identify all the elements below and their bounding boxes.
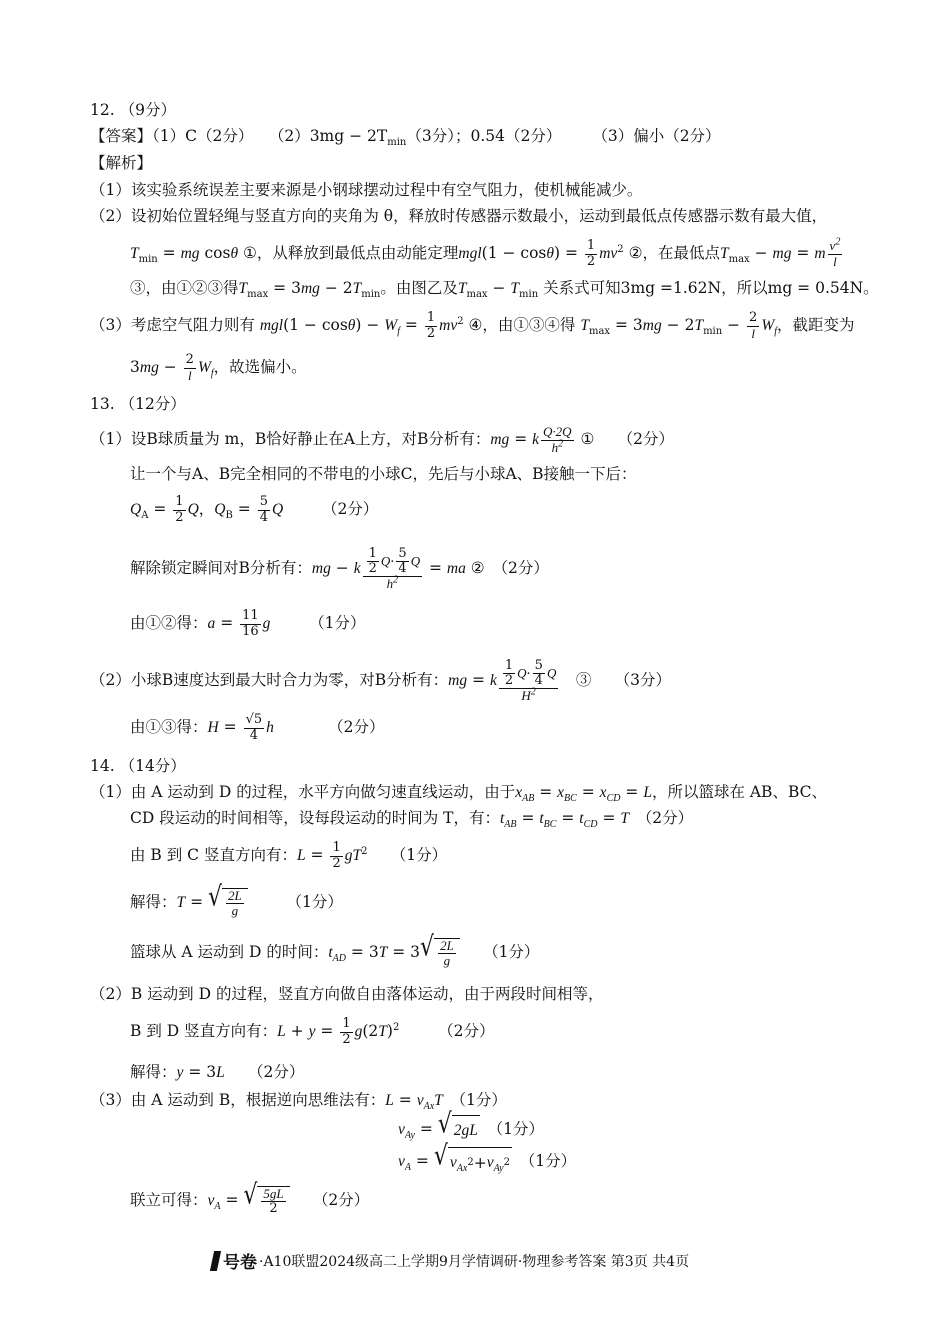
q12-val2: mg = 0.54N。: [767, 279, 879, 297]
q14-part1-line5: 篮球从 A 运动到 D 的时间：$t_{AD} = 3T = 3$ √ $\frac{2L}{g}$ （1分）: [130, 931, 540, 968]
q14-p1e-score: （1分）: [490, 943, 540, 961]
q12-p2c-c: 关系式可知: [543, 279, 621, 297]
q14-p1d-score: （1分）: [294, 893, 343, 911]
q12-p2c-b: 。由图乙及: [380, 279, 458, 297]
q14-p3b-score: （1分）: [495, 1120, 545, 1138]
q14-part2: （2）B 运动到 D 的过程，竖直方向做自由落体运动，由于两段时间相等，: [90, 985, 604, 1003]
page-footer: [212, 1248, 689, 1273]
q14-p1c-text: 由 B 到 C 竖直方向有：: [130, 846, 297, 864]
q14-p3d-score: （2分）: [320, 1191, 370, 1209]
q14-p2c-score: （2分）: [255, 1063, 305, 1081]
q12-part2-line2: $T_{min}$ = mg cosθ ①，从释放到最低点由动能定理mgl(1 − cosθ) = $\frac{1}{2}$ $mv^2$ ②，在最低点$T_{max}$ − mg = m $\frac{v^2}{l}$: [130, 236, 841, 269]
q14-part1-line4: 解得：T = √ $\frac{2L}{g}$ （1分）: [130, 881, 343, 918]
q14-p1b-a: CD 段运动的时间相等，设每段运动的时间为 T，有：: [130, 809, 500, 827]
q14-p1-a: （1）由 A 运动到 D 的过程，水平方向做匀速直线运动，由于: [90, 783, 516, 801]
q14-p3d-text: 联立可得：: [130, 1191, 208, 1209]
q12-p2c-d: ，所以: [721, 279, 768, 297]
q14-p1b-score: （2分）: [644, 809, 694, 827]
q14-p3c-score: （1分）: [527, 1152, 577, 1170]
q13-p2b-score: （2分）: [335, 718, 385, 736]
q14-part1-line2: CD 段运动的时间相等，设每段运动的时间为 T，有：$t_{AB} = t_{BC} = t_{CD} = T$ （2分）: [130, 809, 694, 831]
q13-part1-line5: 由①②得：a = $\frac{11}{16}$ g （1分）: [130, 608, 366, 639]
q14-part3-line3: $v_A$ = √ $v_{Ax}$ 2 + $v_{Ay}$ 2 （1分）: [398, 1146, 576, 1178]
q13-header: 13. （12分）: [90, 395, 186, 413]
q13-p2-score: （3分）: [622, 671, 671, 689]
q13-p2-text: （2）小球B速度达到最大时合力为零，对B分析有：: [90, 671, 449, 689]
q14-part2-line3: 解得：y = 3L （2分）: [130, 1063, 305, 1081]
q12-header: 12. （9分）: [90, 101, 176, 119]
q14-p1-b: ，所以篮球在 AB、BC、: [651, 783, 827, 801]
q13-part1-line3: $Q_A$ = $\frac{1}{2}$ Q，$Q_B$ = $\frac{5}{4}$ Q （2分）: [130, 494, 379, 525]
q14-p1d-text: 解得：: [130, 893, 177, 911]
q12-part1: （1）该实验系统误差主要来源是小钢球摆动过程中有空气阻力，使机械能减少。: [90, 181, 643, 199]
q14-part3: （3）由 A 运动到 B，根据逆向思维法有：$L = v_{Ax}T$ （1分）: [90, 1091, 507, 1113]
q13-p1c-score: （2分）: [329, 500, 379, 518]
logo-mark-icon: [210, 1251, 221, 1271]
q13-part1: （1）设B球质量为 m，B恰好静止在A上方，对B分析有：mg = k $\frac{Q\cdot 2Q}{h^2}$ ① （2分）: [90, 424, 675, 455]
q12-p3-a: （3）考虑空气阻力则有: [90, 316, 255, 334]
q12-p3d-tail: ，故选偏小。: [213, 358, 307, 376]
q12-p3-b: ④，由①③④得: [468, 316, 576, 334]
q12-answer-text: 【答案】（1）C（2分） （2）3mg − 2T: [90, 127, 388, 145]
q14-part1: （1）由 A 运动到 D 的过程，水平方向做匀速直线运动，由于$x_{AB} = x_{BC} = x_{CD} = L$，所以篮球在 AB、BC、: [90, 783, 827, 805]
q13-p1-score: （2分）: [625, 430, 675, 448]
q13-p1e-text: 由①②得：: [130, 614, 208, 632]
q14-p3-score: （1分）: [458, 1091, 507, 1109]
q12-p3-c: ，截距变为: [777, 316, 855, 334]
q13-p1d-text: 解除锁定瞬间对B分析有：: [130, 559, 312, 577]
q14-header: 14. （14分）: [90, 757, 186, 775]
q12-p2b-text: ，从释放到最低点由动能定理: [256, 244, 459, 262]
q13-p1-text: （1）设B球质量为 m，B恰好静止在A上方，对B分析有：: [90, 430, 491, 448]
q12-p2b-tail: ，在最低点: [642, 244, 720, 262]
q12-val1: 3mg =1.62N: [620, 279, 722, 297]
q12-part3-line2: 3mg − $\frac{2}{l}$ $W_f$，故选偏小。: [130, 352, 307, 383]
q12-answer-tail: （3分）；0.54（2分） （3）偏小（2分）: [406, 127, 721, 145]
q12-part3: （3）考虑空气阻力则有 $mgl(1 - \cos\theta) - W_f$ = $\frac{1}{2}$ $mv^2$ ④，由①③④得 $T_{max} = 3mg - 2T_{min}$ − $\frac{2}{l}$ $W_f$，截距变为: [90, 310, 855, 341]
q14-p1c-score: （1分）: [398, 846, 448, 864]
q12-p2c-a: ③，由①②③得: [130, 279, 239, 297]
q12-answer: [90, 126, 721, 149]
q13-part2-line2: 由①③得：H = $\frac{√5}{4}$ h （2分）: [130, 712, 385, 743]
q14-p2c-text: 解得：: [130, 1063, 177, 1081]
q14-p3-text: （3）由 A 运动到 B，根据逆向思维法有：: [90, 1091, 386, 1109]
q12-part2-line3: ③，由①②③得$T_{max} = 3mg - 2T_{min}$。由图乙及$T_{max} - T_{min}$ 关系式可知3mg =1.62N，所以mg = 0.54N。: [130, 279, 879, 301]
q13-p2b-text: 由①③得：: [130, 718, 208, 736]
q14-part3-line4: 联立可得：$v_A$ = √ $\frac{5gL}{2}$ （2分）: [130, 1179, 370, 1216]
q14-p2b-text: B 到 D 竖直方向有：: [130, 1022, 278, 1040]
q14-part3-line2: $v_{Ay}$ = √ 2gL （1分）: [398, 1114, 544, 1146]
q14-part1-line3: 由 B 到 C 竖直方向有：L = $\frac{1}{2}$ $gT^2$ （1分）: [130, 840, 448, 871]
q13-p1e-score: （1分）: [316, 614, 366, 632]
q13-part1-line4: 解除锁定瞬间对B分析有：mg − k $\frac{1}{2}$ Q· $\frac{5}{4}$ Q $h^2$ = ma ② （2分）: [130, 545, 549, 592]
q14-part2-line2: B 到 D 竖直方向有：L + y = $\frac{1}{2}$ $g(2T)^2$ （2分）: [130, 1016, 495, 1047]
q12-part2: （2）设初始位置轻绳与竖直方向的夹角为 θ，释放时传感器示数最小，运动到最低点传感器示数有最大值，: [90, 207, 828, 225]
footer-text: ·A10联盟2024级高二上学期9月学情调研·物理参考答案 第3页 共4页: [259, 1253, 690, 1270]
q13-p1d-score: （2分）: [500, 559, 549, 577]
q12-analysis-label: 【解析】: [90, 154, 153, 172]
q13-part2: （2）小球B速度达到最大时合力为零，对B分析有：mg = k $\frac{1}{2}$ Q· $\frac{5}{4}$ Q $H^2$ ③ （3分）: [90, 657, 671, 704]
q12-answer-sub: min: [387, 137, 407, 149]
brand-logo: 号卷: [223, 1253, 257, 1273]
q14-p2b-score: （2分）: [445, 1022, 495, 1040]
q13-part1-line2: 让一个与A、B完全相同的不带电的小球C，先后与小球A、B接触一下后：: [130, 465, 637, 483]
q14-p1e-text: 篮球从 A 运动到 D 的时间：: [130, 943, 329, 961]
